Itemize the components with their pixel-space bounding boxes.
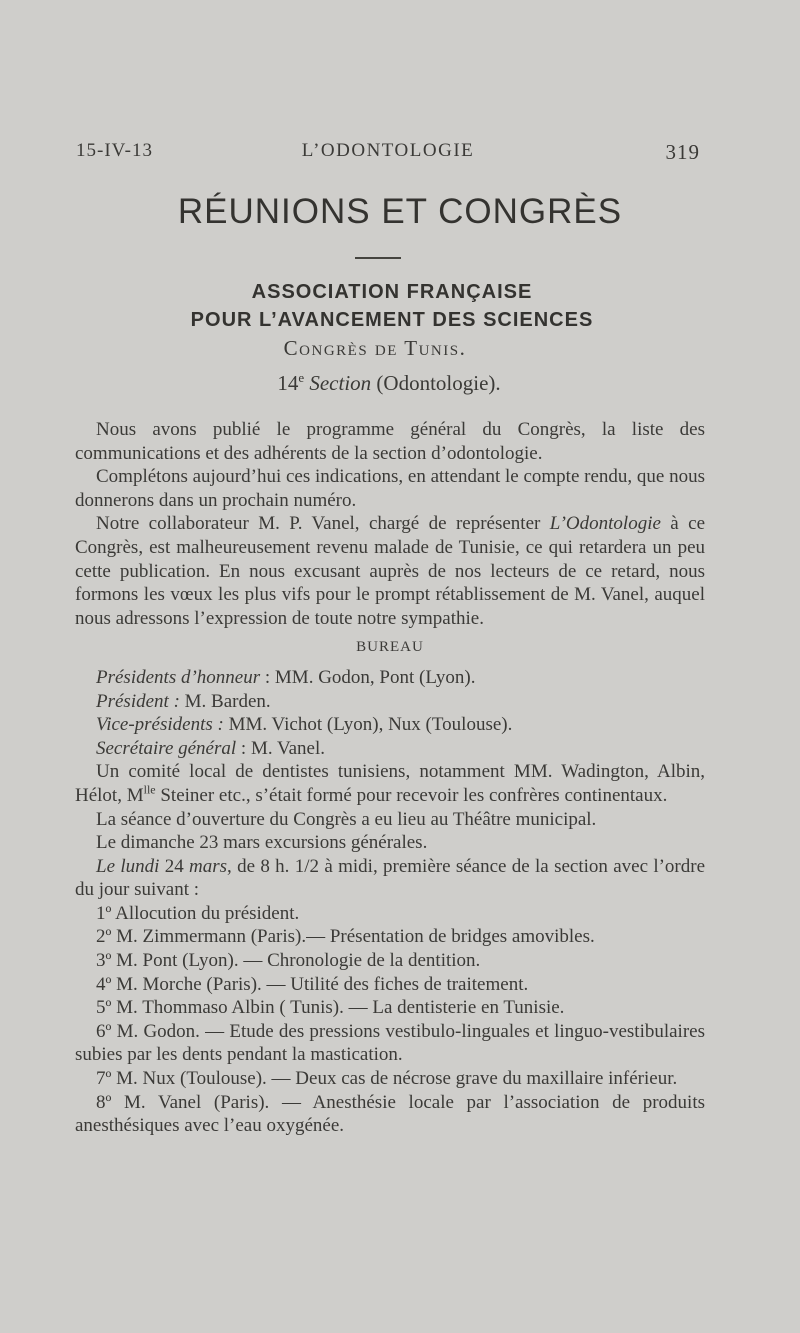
bureau-secretary xyxy=(75,737,705,761)
section-suffix: e xyxy=(298,370,305,385)
secretary-label: Secrétaire général xyxy=(96,737,237,759)
bureau-vice-presidents xyxy=(75,713,705,737)
association-heading xyxy=(0,278,784,334)
intro-paragraph-1: Nous avons publié le programme général du Congrès, la liste des communications et des adhérents de la section d’odontologie. xyxy=(75,419,705,464)
header-page-number: 319 xyxy=(665,140,700,164)
agenda-item-2: 2º M. Zimmermann (Paris).— Présentation de bridges amovibles. xyxy=(96,926,595,948)
agenda-item-5: 5º M. Thommaso Albin ( Tunis). — La dentisterie en Tunisie. xyxy=(96,997,565,1019)
title-divider xyxy=(355,257,401,259)
vice-label: Vice-présidents : xyxy=(96,714,224,736)
article-body xyxy=(75,418,705,1138)
vice-value: MM. Vichot (Lyon), Nux (Toulouse). xyxy=(223,714,513,736)
local-p1-sup: lle xyxy=(143,782,156,797)
local-p1-end: Steiner etc., s’était formé pour recevoir les confrères continentaux. xyxy=(155,784,668,806)
section-number: 14 xyxy=(277,371,299,395)
president-value: M. Barden. xyxy=(179,690,271,712)
section-label: Section xyxy=(309,371,372,395)
bureau-president xyxy=(75,690,705,714)
agenda-item-3: 3º M. Pont (Lyon). — Chronologie de la dentition. xyxy=(96,950,481,972)
honor-value: : MM. Godon, Pont (Lyon). xyxy=(260,666,476,688)
section-heading xyxy=(0,370,778,396)
first-session-paragraph xyxy=(75,855,705,902)
opening-session-paragraph: La séance d’ouverture du Congrès a eu lieu au Théâtre municipal. xyxy=(96,808,597,830)
agenda-item-7: 7º M. Nux (Toulouse). — Deux cas de nécrose grave du maxillaire inférieur. xyxy=(96,1068,678,1090)
bureau-heading: BUREAU xyxy=(356,639,424,656)
local-committee-paragraph xyxy=(75,760,705,807)
journal-name: L’Odontologie xyxy=(549,513,661,535)
running-header xyxy=(76,140,700,170)
intro-p3-end: à ce Congrès, est malheureusement revenu malade de Tunisie, ce qui retardera un peu cette publication. En nous excusant auprès de nos lecteurs de ce retard, nous formons les vœux les plus vifs pour le prompt rétablissement de M. Vanel, auquel nous adressons l’expression de toute notre sympathie. xyxy=(75,513,705,629)
header-date: 15-IV-13 xyxy=(76,140,153,161)
local-p1-start: Un comité local de dentistes tunisiens, notamment MM. Wadington, Albin, Hélot, M xyxy=(75,761,705,806)
agenda-item-1: 1º Allocution du président. xyxy=(96,902,300,924)
bureau-honorary-presidents xyxy=(75,666,705,690)
president-label: Président : xyxy=(96,690,180,712)
section-rest: (Odontologie). xyxy=(371,371,501,395)
congress-heading: Congrès de Tunis. xyxy=(283,336,467,360)
excursions-paragraph: Le dimanche 23 mars excursions générales. xyxy=(96,832,428,854)
header-journal-title: L’ODONTOLOGIE xyxy=(301,140,475,161)
page-title: RÉUNIONS ET CONGRÈS xyxy=(177,192,623,231)
intro-p3-start: Notre collaborateur M. P. Vanel, chargé de représenter xyxy=(96,513,550,535)
association-line-1: ASSOCIATION FRANÇAISE xyxy=(251,281,533,303)
honor-label: Présidents d’honneur xyxy=(96,666,261,688)
march-label: mars xyxy=(189,855,228,877)
intro-paragraph-3 xyxy=(75,512,705,630)
agenda-item-8: 8º M. Vanel (Paris). — Anesthésie locale par l’association de produits anesthésiques avec l’eau oxygénée. xyxy=(75,1091,705,1137)
monday-label: Le lundi xyxy=(96,855,160,877)
secretary-value: : M. Vanel. xyxy=(236,737,326,759)
agenda-item-4: 4º M. Morche (Paris). — Utilité des fiches de traitement. xyxy=(96,973,529,995)
intro-paragraph-2: Complétons aujourd’hui ces indications, en attendant le compte rendu, que nous donnerons dans un prochain numéro. xyxy=(75,466,705,511)
association-line-2: POUR L’AVANCEMENT DES SCIENCES xyxy=(190,309,594,331)
agenda-item-6: 6º M. Godon. — Etude des pressions vestibulo-linguales et linguo-vestibulaires subies par les dents pendant la mastication. xyxy=(75,1020,705,1066)
date-number: 24 xyxy=(159,855,190,877)
session-details: , de 8 h. 1/2 à midi, première séance de la section avec l’ordre du jour suivant : xyxy=(75,855,706,901)
